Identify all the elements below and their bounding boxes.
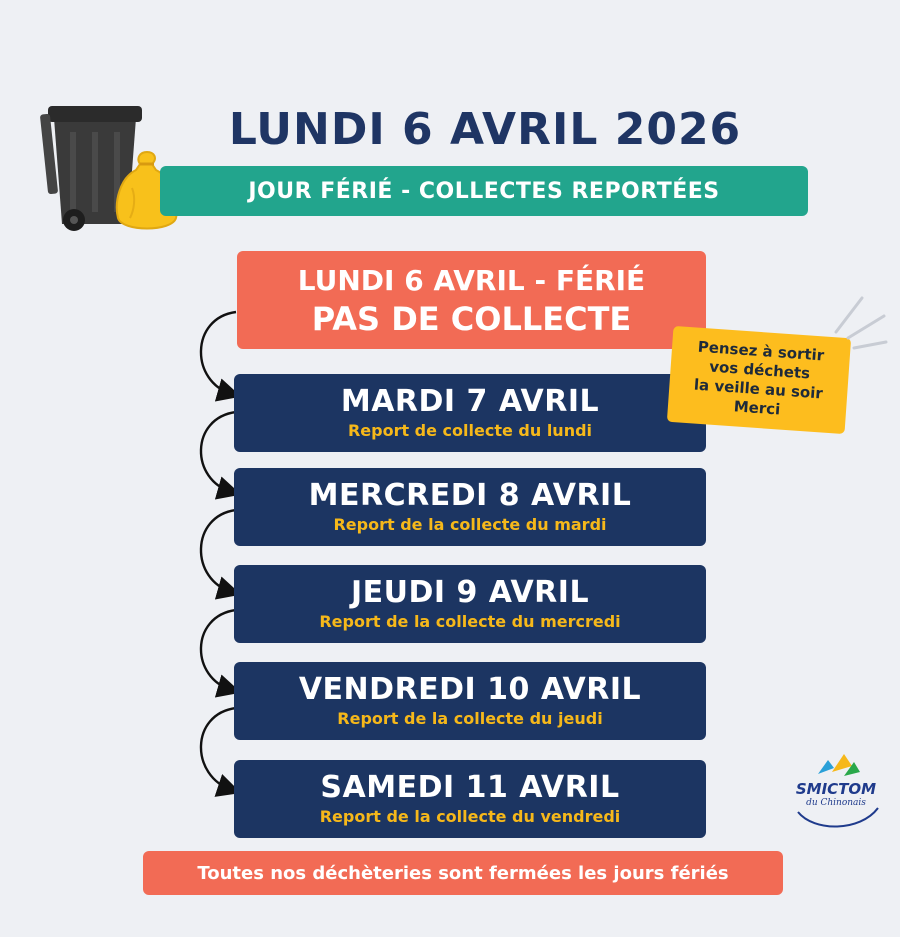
logo-swoosh-icon [794, 804, 882, 832]
holiday-date: LUNDI 6 AVRIL - FÉRIÉ [297, 264, 646, 297]
logo-arrows-icon [814, 748, 862, 780]
note-line: Merci [733, 397, 781, 419]
day-box-vendredi [234, 662, 706, 740]
logo-subtitle: du Chinonais [806, 798, 866, 808]
day-subtitle: Report de collecte du lundi [347, 421, 593, 440]
smictom-logo [786, 748, 886, 838]
day-subtitle: Report de la collecte du mardi [333, 515, 607, 534]
note-line: vos déchets [708, 357, 811, 383]
day-title: VENDREDI 10 AVRIL [298, 672, 642, 707]
day-subtitle: Report de la collecte du vendredi [319, 807, 621, 826]
day-title: MERCREDI 8 AVRIL [308, 478, 632, 513]
subtitle-banner: JOUR FÉRIÉ - COLLECTES REPORTÉES [160, 166, 808, 216]
day-title: SAMEDI 11 AVRIL [320, 770, 620, 805]
reminder-note [667, 326, 851, 434]
day-title: JEUDI 9 AVRIL [350, 575, 590, 610]
note-line: Pensez à sortir [697, 337, 825, 365]
note-line: la veille au soir [693, 375, 824, 403]
day-box-samedi [234, 760, 706, 838]
day-title: MARDI 7 AVRIL [340, 384, 600, 419]
holiday-box [237, 251, 706, 349]
logo-name: SMICTOM [795, 780, 877, 798]
day-subtitle: Report de la collecte du jeudi [337, 709, 603, 728]
day-box-mercredi [234, 468, 706, 546]
page-title: LUNDI 6 AVRIL 2026 [228, 104, 742, 155]
no-collection-label: PAS DE COLLECTE [311, 300, 632, 338]
day-box-mardi [234, 374, 706, 452]
day-subtitle: Report de la collecte du mercredi [319, 612, 621, 631]
footer-banner: Toutes nos déchèteries sont fermées les jours fériés [143, 851, 783, 895]
sparkle-lines-icon [828, 292, 890, 352]
day-box-jeudi [234, 565, 706, 643]
